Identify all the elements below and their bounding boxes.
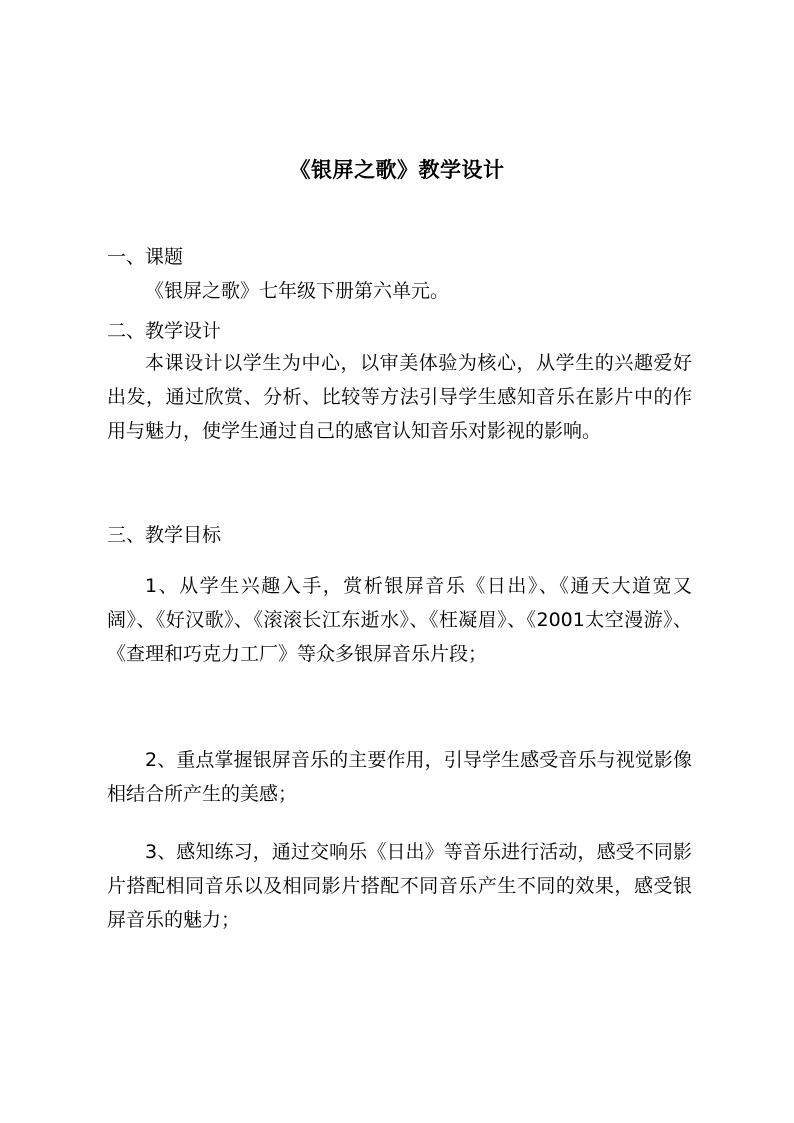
objective-paragraph-3: 3、感知练习，通过交响乐《日出》等音乐进行活动，感受不同影片搭配相同音乐以及相同影片搭配不同音乐产生不同的效果，感受银屏音乐的魅力； xyxy=(107,841,692,931)
design-paragraph: 本课设计以学生为中心，以审美体验为核心，从学生的兴趣爱好出发，通过欣赏、分析、比较等方法引导学生感知音乐在影片中的作用与魅力，使学生通过自己的感官认知音乐对影视的影响。 xyxy=(107,352,692,442)
objective-paragraph-2: 2、重点掌握银屏音乐的主要作用，引导学生感受音乐与视觉影像相结合所产生的美感； xyxy=(107,749,692,805)
section-heading-design: 二、教学设计 xyxy=(107,320,222,342)
section-heading-objectives: 三、教学目标 xyxy=(107,524,222,546)
objective-paragraph-1: 1、从学生兴趣入手，赏析银屏音乐《日出》、《通天大道宽又阔》、《好汉歌》、《滚滚长江东逝水》、《枉凝眉》、《2001太空漫游》、《查理和巧克力工厂》等众多银屏音乐片段； xyxy=(107,575,692,665)
document-title: 《银屏之歌》教学设计 xyxy=(289,158,505,182)
section-heading-topic: 一、课题 xyxy=(107,246,184,268)
topic-paragraph: 《银屏之歌》七年级下册第六单元。 xyxy=(145,280,450,302)
